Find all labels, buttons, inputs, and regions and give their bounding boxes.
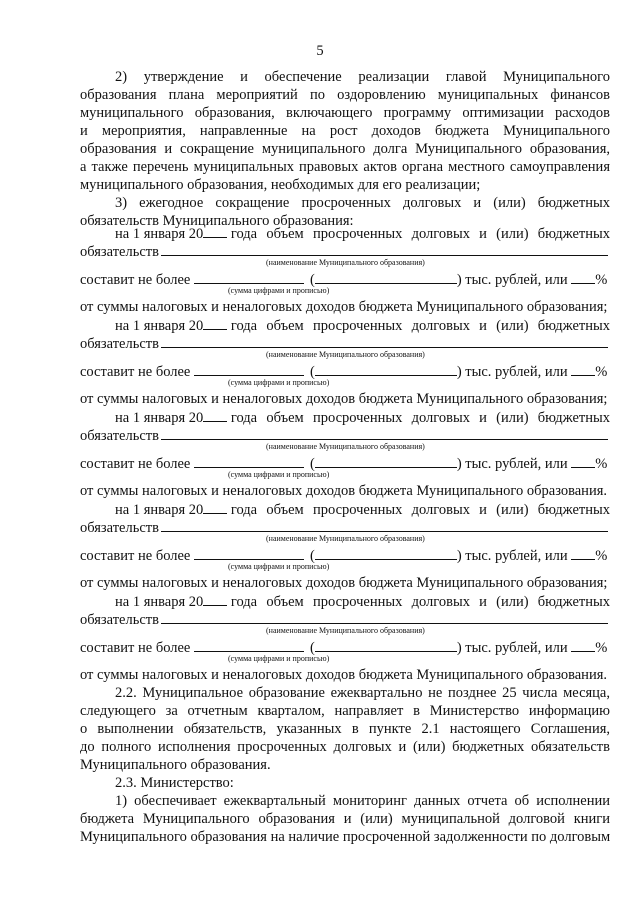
year-blank [203,592,227,606]
amount-suffix: ) тыс. рублей, или [456,272,568,288]
income-line: от суммы налоговых и неналоговых доходов бюджета Муниципального образования; [80,575,608,591]
paragraph-line: муниципального образования, включающего программу оптимизации расходов [80,105,610,121]
obligations-label: обязательств [80,244,159,260]
year-suffix: года объем просроченных долговых и (или) бюджетных [230,410,610,426]
year-suffix: года объем просроченных долговых и (или) бюджетных [230,318,610,334]
obligations-label: обязательств [80,520,159,536]
income-line: от суммы налоговых и неналоговых доходов бюджета Муниципального образования; [80,391,608,407]
form-amount-line [80,362,610,381]
form-year-line [115,500,610,519]
amount-prefix: составит не более [80,456,191,472]
paragraph-line: следующего за отчетным кварталом, направляет в Министерство информацию [80,703,610,719]
open-paren: ( [310,548,315,564]
paragraph-line: Муниципального образования. [80,757,271,773]
obligations-label: обязательств [80,428,159,444]
paragraph-line: Муниципального образования на наличие просроченной задолженности по долговым [80,829,610,845]
percent-blank [571,362,595,376]
year-prefix: на 1 января 20 [115,318,204,334]
paragraph-line: и мероприятия, направленные на рост доходов бюджета Муниципального [80,123,610,139]
name-caption: (наименование Муниципального образования) [266,626,425,635]
page-number: 5 [316,43,324,59]
year-prefix: на 1 января 20 [115,594,204,610]
paragraph-line: бюджета Муниципального образования и (или) муниципальной долговой книги [80,811,610,827]
amount-caption: (сумма цифрами и прописью) [228,378,330,387]
name-caption: (наименование Муниципального образования) [266,534,425,543]
paragraph-line: муниципального образования, необходимых для его реализации; [80,177,481,193]
form-year-line [115,408,610,427]
amount-suffix: ) тыс. рублей, или [456,364,568,380]
year-prefix: на 1 января 20 [115,226,204,242]
amount-prefix: составит не более [80,640,191,656]
municipality-name-blank [161,518,608,532]
percent-sign: % [595,364,608,380]
year-blank [203,224,227,238]
amount-words-blank [315,638,457,652]
paragraph-line: образования и сокращение муниципального долга Муниципального образования, [80,141,610,157]
amount-suffix: ) тыс. рублей, или [456,640,568,656]
paragraph-line: а также перечень муниципальных правовых актов органа местного самоуправления [80,159,610,175]
form-year-line [115,316,610,335]
municipality-name-blank [161,610,608,624]
percent-sign: % [595,456,608,472]
municipality-name-blank [161,426,608,440]
paragraph-line: 1) обеспечивает ежеквартальный мониторинг данных отчета об исполнении [115,793,610,809]
name-caption: (наименование Муниципального образования) [266,258,425,267]
percent-blank [571,270,595,284]
year-suffix: года объем просроченных долговых и (или) бюджетных [230,594,610,610]
form-year-line [115,224,610,243]
open-paren: ( [310,456,315,472]
amount-words-blank [315,270,457,284]
paragraph-line: до полного исполнения просроченных долговых и (или) бюджетных обязательств [80,739,610,755]
amount-prefix: составит не более [80,364,191,380]
amount-words-blank [315,454,457,468]
amount-caption: (сумма цифрами и прописью) [228,286,330,295]
amount-caption: (сумма цифрами и прописью) [228,470,330,479]
amount-caption: (сумма цифрами и прописью) [228,562,330,571]
name-caption: (наименование Муниципального образования) [266,350,425,359]
year-suffix: года объем просроченных долговых и (или) бюджетных [230,226,610,242]
paragraph-line: о выполнении обязательств, указанных в пункте 2.1 настоящего Соглашения, [80,721,610,737]
name-caption: (наименование Муниципального образования) [266,442,425,451]
amount-blank [194,638,304,652]
obligations-label: обязательств [80,336,159,352]
year-blank [203,316,227,330]
paragraph-line: обязательств Муниципального образования: [80,213,354,229]
municipality-name-blank [161,242,608,256]
form-amount-line [80,454,610,473]
open-paren: ( [310,640,315,656]
income-line: от суммы налоговых и неналоговых доходов бюджета Муниципального образования. [80,667,607,683]
percent-blank [571,454,595,468]
year-prefix: на 1 января 20 [115,410,204,426]
open-paren: ( [310,272,315,288]
income-line: от суммы налоговых и неналоговых доходов бюджета Муниципального образования; [80,299,608,315]
percent-blank [571,546,595,560]
amount-blank [194,454,304,468]
percent-sign: % [595,548,608,564]
amount-words-blank [315,362,457,376]
amount-blank [194,270,304,284]
form-amount-line [80,546,610,565]
amount-suffix: ) тыс. рублей, или [456,456,568,472]
paragraph-line: образования плана мероприятий по оздоровлению муниципальных финансов [80,87,610,103]
open-paren: ( [310,364,315,380]
year-blank [203,408,227,422]
paragraph-line: 2) утверждение и обеспечение реализации главой Муниципального [115,69,610,85]
amount-blank [194,546,304,560]
amount-caption: (сумма цифрами и прописью) [228,654,330,663]
form-year-line [115,592,610,611]
amount-prefix: составит не более [80,272,191,288]
form-amount-line [80,270,610,289]
amount-suffix: ) тыс. рублей, или [456,548,568,564]
form-amount-line [80,638,610,657]
section-heading: 2.3. Министерство: [115,775,234,791]
amount-prefix: составит не более [80,548,191,564]
income-line: от суммы налоговых и неналоговых доходов бюджета Муниципального образования. [80,483,607,499]
percent-sign: % [595,640,608,656]
obligations-label: обязательств [80,612,159,628]
paragraph-line: 3) ежегодное сокращение просроченных долговых и (или) бюджетных [115,195,610,211]
year-suffix: года объем просроченных долговых и (или) бюджетных [230,502,610,518]
percent-blank [571,638,595,652]
amount-words-blank [315,546,457,560]
year-prefix: на 1 января 20 [115,502,204,518]
paragraph-line: 2.2. Муниципальное образование ежеквартально не позднее 25 числа месяца, [115,685,610,701]
percent-sign: % [595,272,608,288]
year-blank [203,500,227,514]
amount-blank [194,362,304,376]
municipality-name-blank [161,334,608,348]
